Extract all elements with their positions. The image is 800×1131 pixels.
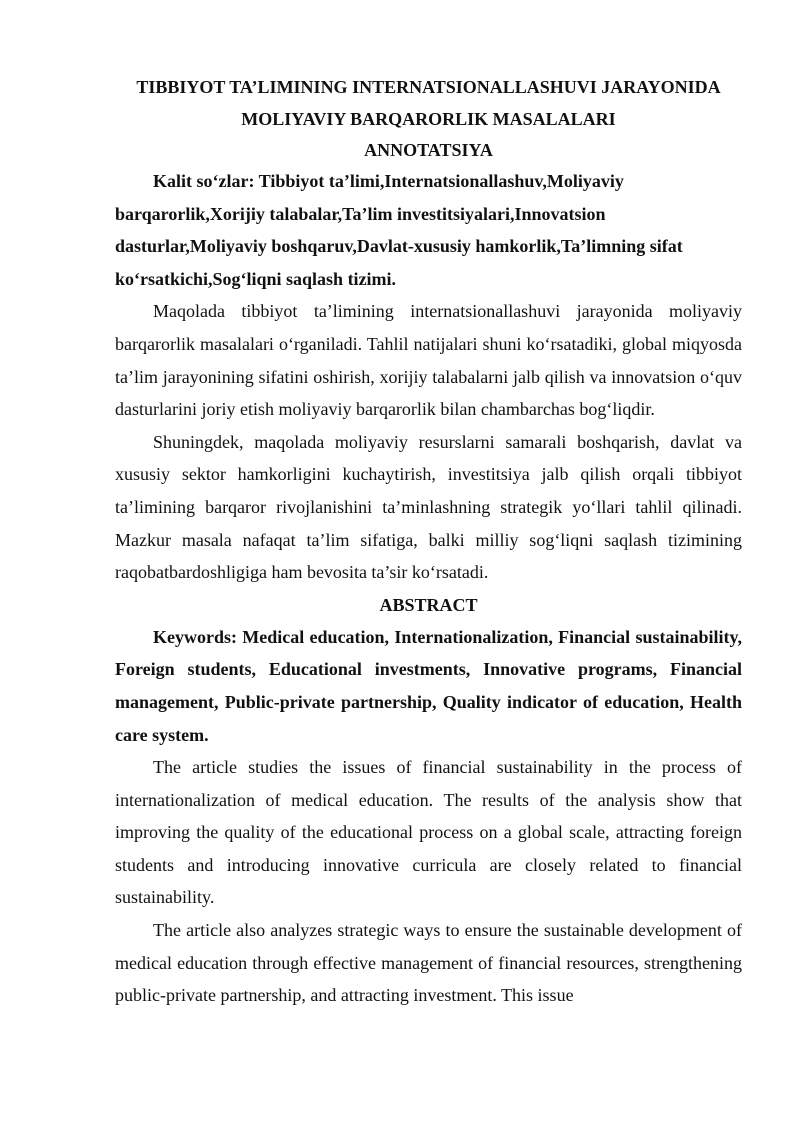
annotation-keywords: Kalit so‘zlar: Tibbiyot ta’limi,Internatsionallashuv,Moliyaviy barqarorlik,Xorijiy talabalar,Ta’lim investitsiyalari,Innovatsion dasturlar,Moliyaviy boshqaruv,Davlat-xususiy hamkorlik,Ta’limning sifat ko‘rsatkichi,Sog‘liqni saqlash tizimi.: [115, 171, 683, 289]
abstract-heading: ABSTRACT: [379, 594, 478, 615]
annotation-paragraph-2: Shuningdek, maqolada moliyaviy resurslarni samarali boshqarish, davlat va xususiy sektor hamkorligini kuchaytirish, investitsiya jalb qilish orqali tibbiyot ta’limining barqaror rivojlanishini ta’minlashning strategik yo‘llari tahlil qilinadi. Mazkur masala nafaqat ta’lim sifatiga, balki milliy sog‘liqni saqlash tizimining raqobatbardoshligiga ham bevosita ta’sir ko‘rsatadi.: [115, 431, 742, 583]
abstract-paragraph-2: The article also analyzes strategic ways to ensure the sustainable development of medical education through effective management of financial resources, strengthening public-private partnership, and attracting investment. This issue: [115, 920, 742, 1006]
annotation-paragraph-1: Maqolada tibbiyot ta’limining internatsionallashuvi jarayonida moliyaviy barqarorlik masalalari o‘rganiladi. Tahlil natijalari shuni ko‘rsatadiki, global miqyosda ta’lim jarayonining sifatini oshirish, xorijiy talabalarni jalb qilish va innovatsion o‘quv dasturlarini joriy etish moliyaviy barqarorlik bilan chambarchas bog‘liqdir.: [115, 301, 742, 420]
annotation-heading: ANNOTATSIYA: [364, 140, 493, 160]
abstract-keywords: Keywords: Medical education, Internationalization, Financial sustainability, Foreign students, Educational investments, Innovative programs, Financial management, Public-private partnership, Quality indicator of education, Health care system.: [115, 626, 742, 745]
article-title-line-1: TIBBIYOT TA’LIMINING INTERNATSIONALLASHUVI JARAYONIDA: [136, 77, 721, 97]
article-title-line-2: MOLIYAVIY BARQARORLIK MASALALARI: [241, 109, 616, 129]
document-page: [115, 71, 742, 1012]
abstract-paragraph-1: The article studies the issues of financial sustainability in the process of internationalization of medical education. The results of the analysis show that improving the quality of the educational process on a global scale, attracting foreign students and introducing innovative curricula are closely related to financial sustainability.: [115, 757, 742, 908]
